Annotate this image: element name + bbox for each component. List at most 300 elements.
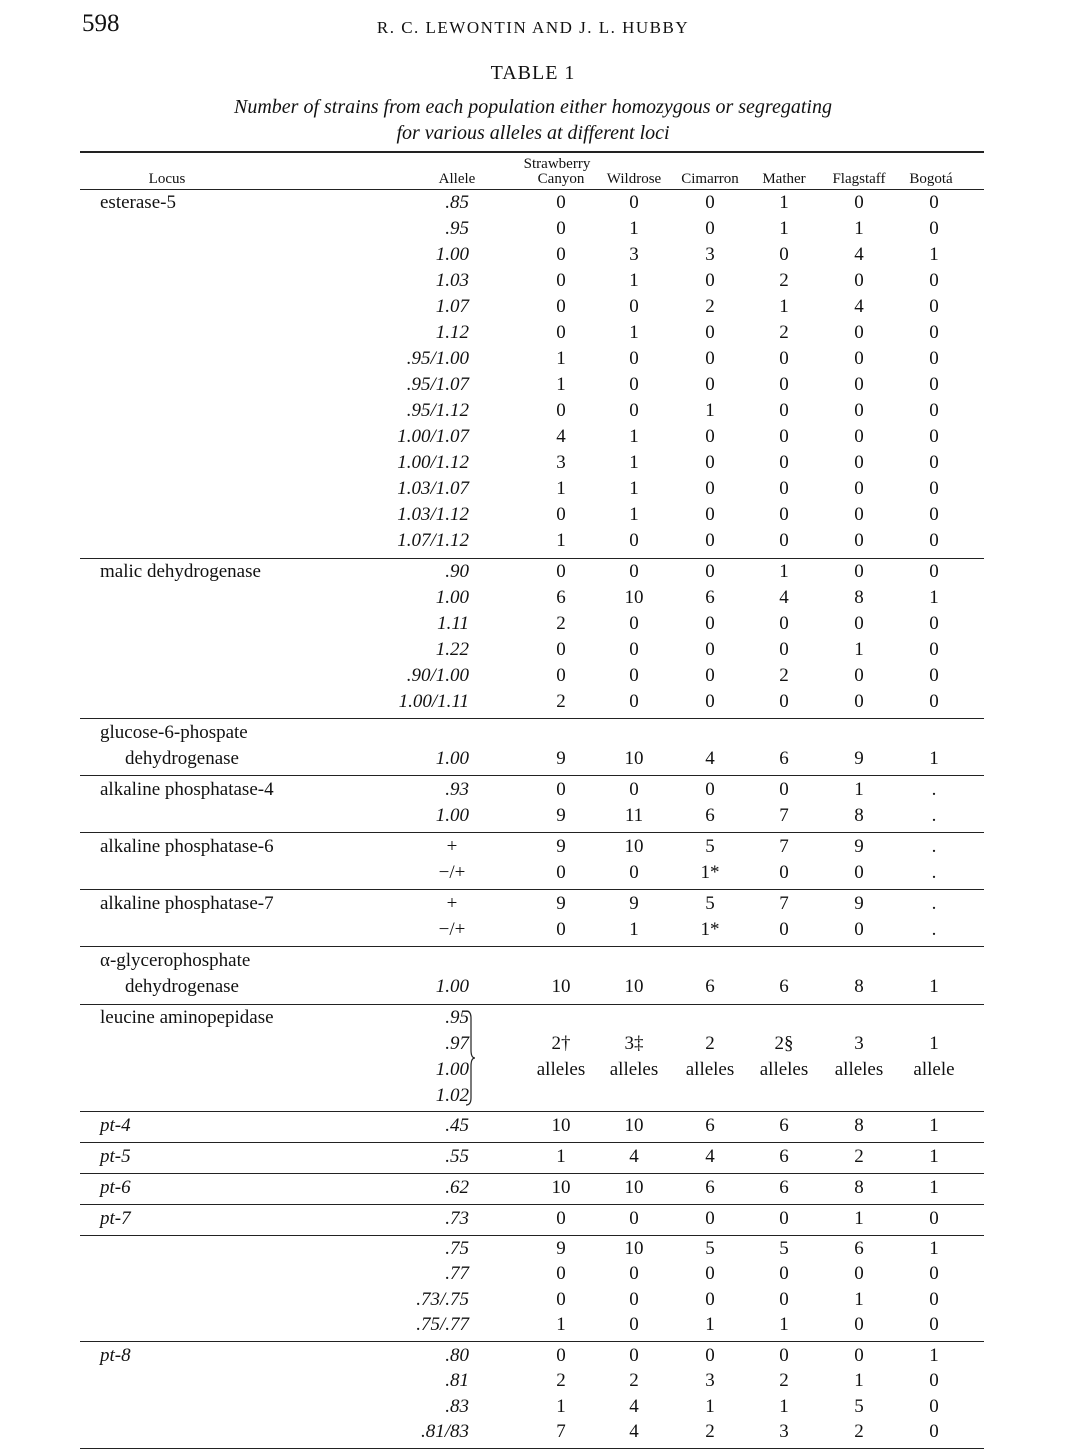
value-cell: 0: [779, 374, 789, 395]
allele-group-brace: [465, 1010, 475, 1106]
value-cell: 0: [929, 400, 939, 421]
value-cell: 4: [854, 244, 864, 265]
allele-cell: .95: [445, 1007, 469, 1028]
value-cell: 0: [705, 374, 715, 395]
locus-cell: leucine aminopepidase: [100, 1007, 274, 1028]
value-cell: 1: [629, 426, 639, 447]
value-cell: 0: [556, 192, 566, 213]
value-cell: 7: [779, 836, 789, 857]
value-cell: .: [931, 805, 937, 826]
value-cell: 1: [629, 452, 639, 473]
value-cell: 5: [779, 1238, 789, 1259]
value-cell: 1: [779, 1396, 789, 1417]
value-cell: 1: [629, 504, 639, 525]
table-rule: [80, 1111, 984, 1112]
value-cell: 0: [929, 478, 939, 499]
value-cell: 3: [779, 1421, 789, 1442]
value-cell: 0: [779, 1208, 789, 1229]
allele-cell: −/+: [438, 862, 466, 883]
value-cell: 8: [854, 1115, 864, 1136]
value-cell: 1: [854, 639, 864, 660]
header-strawberry: Strawberry: [523, 156, 591, 172]
value-cell: 4: [854, 296, 864, 317]
value-cell: 2: [705, 296, 715, 317]
value-cell: 0: [629, 1263, 639, 1284]
locus-cell: esterase-5: [100, 192, 176, 213]
value-cell: alleles: [759, 1059, 809, 1080]
value-cell: 0: [929, 1396, 939, 1417]
value-cell: 0: [556, 296, 566, 317]
value-cell: 1: [629, 919, 639, 940]
value-cell: 4: [705, 1146, 715, 1167]
locus-cell: glucose-6-phospate: [100, 722, 248, 743]
header-cimarron: Cimarron: [681, 171, 739, 187]
value-cell: 2: [556, 613, 566, 634]
allele-cell: 1.07/1.12: [397, 530, 469, 551]
value-cell: 0: [929, 452, 939, 473]
value-cell: 0: [779, 1263, 789, 1284]
value-cell: .: [931, 779, 937, 800]
value-cell: 0: [854, 322, 864, 343]
table-rule: [80, 775, 984, 776]
allele-cell: 1.00: [435, 587, 469, 608]
allele-cell: 1.00/1.11: [398, 691, 469, 712]
value-cell: 0: [929, 348, 939, 369]
value-cell: 0: [929, 504, 939, 525]
value-cell: 0: [705, 218, 715, 239]
locus-cell: pt-6: [100, 1177, 131, 1198]
allele-cell: .77: [445, 1263, 469, 1284]
value-cell: 0: [629, 862, 639, 883]
value-cell: 2: [779, 1370, 789, 1391]
value-cell: 1: [556, 348, 566, 369]
value-cell: 2§: [774, 1033, 794, 1054]
value-cell: 0: [629, 639, 639, 660]
value-cell: 0: [556, 1263, 566, 1284]
allele-cell: 1.00: [435, 1059, 469, 1080]
allele-cell: +: [446, 893, 458, 914]
value-cell: 0: [929, 665, 939, 686]
value-cell: 0: [629, 1208, 639, 1229]
value-cell: 0: [929, 270, 939, 291]
value-cell: 2: [556, 691, 566, 712]
value-cell: 3: [556, 452, 566, 473]
value-cell: 0: [779, 613, 789, 634]
value-cell: 1: [929, 1238, 939, 1259]
value-cell: alleles: [536, 1059, 586, 1080]
allele-cell: .83: [445, 1396, 469, 1417]
value-cell: 6: [854, 1238, 864, 1259]
value-cell: 1: [629, 478, 639, 499]
value-cell: alleles: [685, 1059, 735, 1080]
value-cell: 0: [705, 270, 715, 291]
value-cell: 1: [929, 1115, 939, 1136]
value-cell: 2: [556, 1370, 566, 1391]
value-cell: 9: [854, 893, 864, 914]
allele-cell: 1.00: [435, 805, 469, 826]
value-cell: 0: [854, 452, 864, 473]
locus-cell: pt-4: [100, 1115, 131, 1136]
value-cell: 4: [556, 426, 566, 447]
value-cell: 9: [556, 836, 566, 857]
value-cell: 0: [854, 691, 864, 712]
allele-cell: 1.12: [435, 322, 469, 343]
value-cell: 1: [629, 270, 639, 291]
value-cell: 0: [854, 504, 864, 525]
value-cell: 6: [779, 748, 789, 769]
locus-cell: malic dehydrogenase: [100, 561, 261, 582]
allele-cell: 1.03/1.12: [397, 504, 469, 525]
value-cell: 0: [705, 1263, 715, 1284]
running-head: R. C. LEWONTIN AND J. L. HUBBY: [376, 18, 690, 37]
value-cell: 0: [779, 1289, 789, 1310]
table-rule: [80, 718, 984, 719]
header-locus: Locus: [148, 171, 186, 187]
allele-cell: .45: [445, 1115, 469, 1136]
value-cell: 10: [624, 976, 644, 997]
value-cell: 10: [551, 976, 571, 997]
value-cell: 3: [854, 1033, 864, 1054]
value-cell: 0: [854, 192, 864, 213]
allele-cell: 1.00/1.07: [397, 426, 469, 447]
value-cell: 2: [779, 665, 789, 686]
value-cell: 10: [624, 1177, 644, 1198]
allele-cell: .97: [445, 1033, 469, 1054]
value-cell: 1: [779, 1314, 789, 1335]
value-cell: 0: [854, 613, 864, 634]
value-cell: 1: [854, 1208, 864, 1229]
table-rule: [80, 1142, 984, 1143]
value-cell: 1: [854, 218, 864, 239]
value-cell: 1: [929, 748, 939, 769]
value-cell: 0: [779, 426, 789, 447]
value-cell: 4: [629, 1146, 639, 1167]
value-cell: 0: [854, 1263, 864, 1284]
value-cell: 2: [629, 1370, 639, 1391]
value-cell: 4: [779, 587, 789, 608]
locus-cell: pt-5: [100, 1146, 131, 1167]
value-cell: 0: [705, 426, 715, 447]
value-cell: 2: [854, 1146, 864, 1167]
value-cell: 5: [705, 836, 715, 857]
header-flagstaff: Flagstaff: [832, 171, 886, 187]
value-cell: 0: [629, 1345, 639, 1366]
table-rule: [80, 1173, 984, 1174]
value-cell: 11: [624, 805, 644, 826]
value-cell: 0: [854, 426, 864, 447]
value-cell: 9: [629, 893, 639, 914]
value-cell: 0: [705, 1208, 715, 1229]
page-number: 598: [82, 10, 120, 37]
value-cell: 8: [854, 1177, 864, 1198]
value-cell: 0: [629, 348, 639, 369]
allele-cell: .80: [445, 1345, 469, 1366]
value-cell: 2: [779, 270, 789, 291]
value-cell: 0: [929, 530, 939, 551]
value-cell: 0: [556, 1289, 566, 1310]
value-cell: .: [931, 836, 937, 857]
value-cell: 0: [929, 613, 939, 634]
value-cell: 10: [624, 836, 644, 857]
value-cell: 9: [556, 805, 566, 826]
value-cell: 0: [779, 919, 789, 940]
table-rule: [80, 832, 984, 833]
value-cell: 5: [705, 1238, 715, 1259]
value-cell: 6: [779, 1115, 789, 1136]
value-cell: 0: [929, 218, 939, 239]
value-cell: 5: [705, 893, 715, 914]
value-cell: 0: [779, 452, 789, 473]
value-cell: .: [931, 862, 937, 883]
value-cell: 0: [629, 691, 639, 712]
value-cell: allele: [913, 1059, 955, 1080]
allele-cell: 1.00: [435, 748, 469, 769]
value-cell: 0: [705, 665, 715, 686]
value-cell: 0: [929, 1314, 939, 1335]
value-cell: 0: [629, 530, 639, 551]
value-cell: 0: [556, 862, 566, 883]
value-cell: 1: [556, 374, 566, 395]
allele-cell: 1.00: [435, 244, 469, 265]
value-cell: 1: [629, 218, 639, 239]
value-cell: 0: [556, 639, 566, 660]
value-cell: 0: [929, 374, 939, 395]
allele-cell: .75/.77: [416, 1314, 469, 1335]
value-cell: 0: [854, 530, 864, 551]
value-cell: 10: [624, 1115, 644, 1136]
value-cell: 0: [629, 296, 639, 317]
value-cell: 10: [624, 748, 644, 769]
value-cell: .: [931, 919, 937, 940]
value-cell: 0: [556, 665, 566, 686]
value-cell: 0: [779, 244, 789, 265]
allele-cell: .90/1.00: [406, 665, 469, 686]
value-cell: 6: [705, 976, 715, 997]
header-bogota: Bogotá: [909, 171, 953, 187]
locus-cell: dehydrogenase: [125, 976, 239, 997]
value-cell: 2†: [551, 1033, 571, 1054]
value-cell: 2: [705, 1033, 715, 1054]
allele-cell: .55: [445, 1146, 469, 1167]
value-cell: 0: [929, 1289, 939, 1310]
value-cell: 0: [854, 862, 864, 883]
value-cell: 0: [705, 1289, 715, 1310]
value-cell: 6: [705, 805, 715, 826]
value-cell: alleles: [834, 1059, 884, 1080]
value-cell: 0: [629, 192, 639, 213]
header-canyon: Canyon: [537, 171, 585, 187]
value-cell: 10: [551, 1177, 571, 1198]
value-cell: 9: [854, 836, 864, 857]
value-cell: 0: [556, 1208, 566, 1229]
value-cell: 0: [779, 530, 789, 551]
value-cell: .: [931, 893, 937, 914]
value-cell: 6: [779, 976, 789, 997]
value-cell: 0: [929, 1208, 939, 1229]
value-cell: 1: [705, 1396, 715, 1417]
value-cell: 9: [556, 1238, 566, 1259]
value-cell: 0: [779, 639, 789, 660]
allele-cell: 1.07: [435, 296, 469, 317]
value-cell: 0: [854, 348, 864, 369]
value-cell: 0: [929, 1263, 939, 1284]
allele-cell: .90: [445, 561, 469, 582]
table-rule: [80, 1341, 984, 1342]
value-cell: 1: [779, 296, 789, 317]
value-cell: 9: [854, 748, 864, 769]
allele-cell: −/+: [438, 919, 466, 940]
value-cell: 0: [705, 504, 715, 525]
value-cell: 6: [705, 1177, 715, 1198]
value-cell: 0: [929, 691, 939, 712]
value-cell: 1: [779, 218, 789, 239]
value-cell: 3: [629, 244, 639, 265]
table-rule: [80, 1004, 984, 1005]
allele-cell: 1.22: [435, 639, 469, 660]
value-cell: 2: [779, 322, 789, 343]
allele-cell: +: [446, 836, 458, 857]
value-cell: 9: [556, 748, 566, 769]
allele-cell: .95/1.12: [406, 400, 469, 421]
value-cell: 0: [556, 919, 566, 940]
value-cell: 0: [779, 779, 789, 800]
value-cell: 0: [854, 1314, 864, 1335]
value-cell: 0: [779, 400, 789, 421]
value-cell: 9: [556, 893, 566, 914]
value-cell: 0: [629, 400, 639, 421]
value-cell: 1: [929, 1033, 939, 1054]
table-rule: [80, 889, 984, 890]
value-cell: 0: [854, 374, 864, 395]
table-rule: [80, 946, 984, 947]
table-number: TABLE 1: [490, 62, 576, 84]
value-cell: 3: [705, 1370, 715, 1391]
value-cell: 0: [779, 504, 789, 525]
value-cell: 7: [779, 893, 789, 914]
value-cell: 1: [705, 1314, 715, 1335]
value-cell: 3‡: [624, 1033, 644, 1054]
value-cell: 0: [705, 779, 715, 800]
table-rule: [80, 1235, 984, 1236]
value-cell: 6: [705, 1115, 715, 1136]
caption-line-2: for various alleles at different loci: [396, 122, 670, 144]
value-cell: 8: [854, 587, 864, 608]
value-cell: 0: [705, 348, 715, 369]
header-mather: Mather: [762, 171, 806, 187]
value-cell: 1: [854, 1370, 864, 1391]
value-cell: 0: [556, 400, 566, 421]
value-cell: 1: [929, 976, 939, 997]
value-cell: 0: [705, 1345, 715, 1366]
allele-cell: .75: [445, 1238, 469, 1259]
value-cell: 0: [929, 561, 939, 582]
locus-cell: pt-7: [100, 1208, 131, 1229]
value-cell: 0: [929, 1421, 939, 1442]
locus-cell: alkaline phosphatase-6: [100, 836, 274, 857]
value-cell: 0: [705, 322, 715, 343]
value-cell: 0: [779, 691, 789, 712]
value-cell: 0: [929, 1370, 939, 1391]
value-cell: 0: [629, 561, 639, 582]
value-cell: 1: [929, 1146, 939, 1167]
allele-cell: .81: [445, 1370, 469, 1391]
locus-cell: alkaline phosphatase-4: [100, 779, 274, 800]
value-cell: 5: [854, 1396, 864, 1417]
allele-cell: .81/83: [420, 1421, 469, 1442]
value-cell: 0: [929, 426, 939, 447]
allele-cell: .95/1.07: [406, 374, 469, 395]
value-cell: 0: [629, 613, 639, 634]
value-cell: 8: [854, 805, 864, 826]
value-cell: 1: [854, 779, 864, 800]
value-cell: 1: [629, 322, 639, 343]
value-cell: 0: [556, 561, 566, 582]
table-rule: [80, 151, 984, 153]
allele-cell: .93: [445, 779, 469, 800]
allele-cell: 1.00: [435, 976, 469, 997]
value-cell: 1: [556, 1146, 566, 1167]
allele-cell: .95/1.00: [406, 348, 469, 369]
value-cell: 1: [556, 1396, 566, 1417]
locus-cell: α-glycerophosphate: [100, 950, 251, 971]
value-cell: 0: [556, 779, 566, 800]
allele-cell: .85: [445, 192, 469, 213]
allele-cell: .73/.75: [416, 1289, 469, 1310]
value-cell: 10: [624, 1238, 644, 1259]
value-cell: 0: [556, 322, 566, 343]
locus-cell: dehydrogenase: [125, 748, 239, 769]
allele-cell: 1.11: [437, 613, 469, 634]
table-rule: [80, 558, 984, 559]
allele-cell: 1.00/1.12: [397, 452, 469, 473]
value-cell: 0: [854, 919, 864, 940]
table-rule: [80, 1204, 984, 1205]
value-cell: 6: [705, 587, 715, 608]
value-cell: 1: [929, 1177, 939, 1198]
value-cell: 8: [854, 976, 864, 997]
allele-cell: 1.03/1.07: [397, 478, 469, 499]
value-cell: 1: [929, 587, 939, 608]
value-cell: 0: [929, 322, 939, 343]
value-cell: 0: [629, 374, 639, 395]
value-cell: 0: [556, 244, 566, 265]
value-cell: 0: [629, 1314, 639, 1335]
locus-cell: pt-8: [100, 1345, 131, 1366]
value-cell: 1: [929, 244, 939, 265]
value-cell: 3: [705, 244, 715, 265]
value-cell: 0: [779, 1345, 789, 1366]
value-cell: 0: [854, 1345, 864, 1366]
value-cell: 2: [854, 1421, 864, 1442]
value-cell: 0: [854, 665, 864, 686]
value-cell: 2: [705, 1421, 715, 1442]
allele-cell: .62: [445, 1177, 469, 1198]
value-cell: alleles: [609, 1059, 659, 1080]
value-cell: 1*: [700, 919, 720, 940]
value-cell: 1: [929, 1345, 939, 1366]
value-cell: 6: [779, 1177, 789, 1198]
allele-cell: .95: [445, 218, 469, 239]
allele-cell: 1.03: [435, 270, 469, 291]
value-cell: 0: [629, 1289, 639, 1310]
value-cell: 0: [854, 400, 864, 421]
value-cell: 0: [929, 639, 939, 660]
value-cell: 0: [705, 613, 715, 634]
value-cell: 0: [779, 348, 789, 369]
value-cell: 0: [629, 779, 639, 800]
allele-cell: 1.02: [435, 1085, 469, 1106]
value-cell: 1: [556, 530, 566, 551]
